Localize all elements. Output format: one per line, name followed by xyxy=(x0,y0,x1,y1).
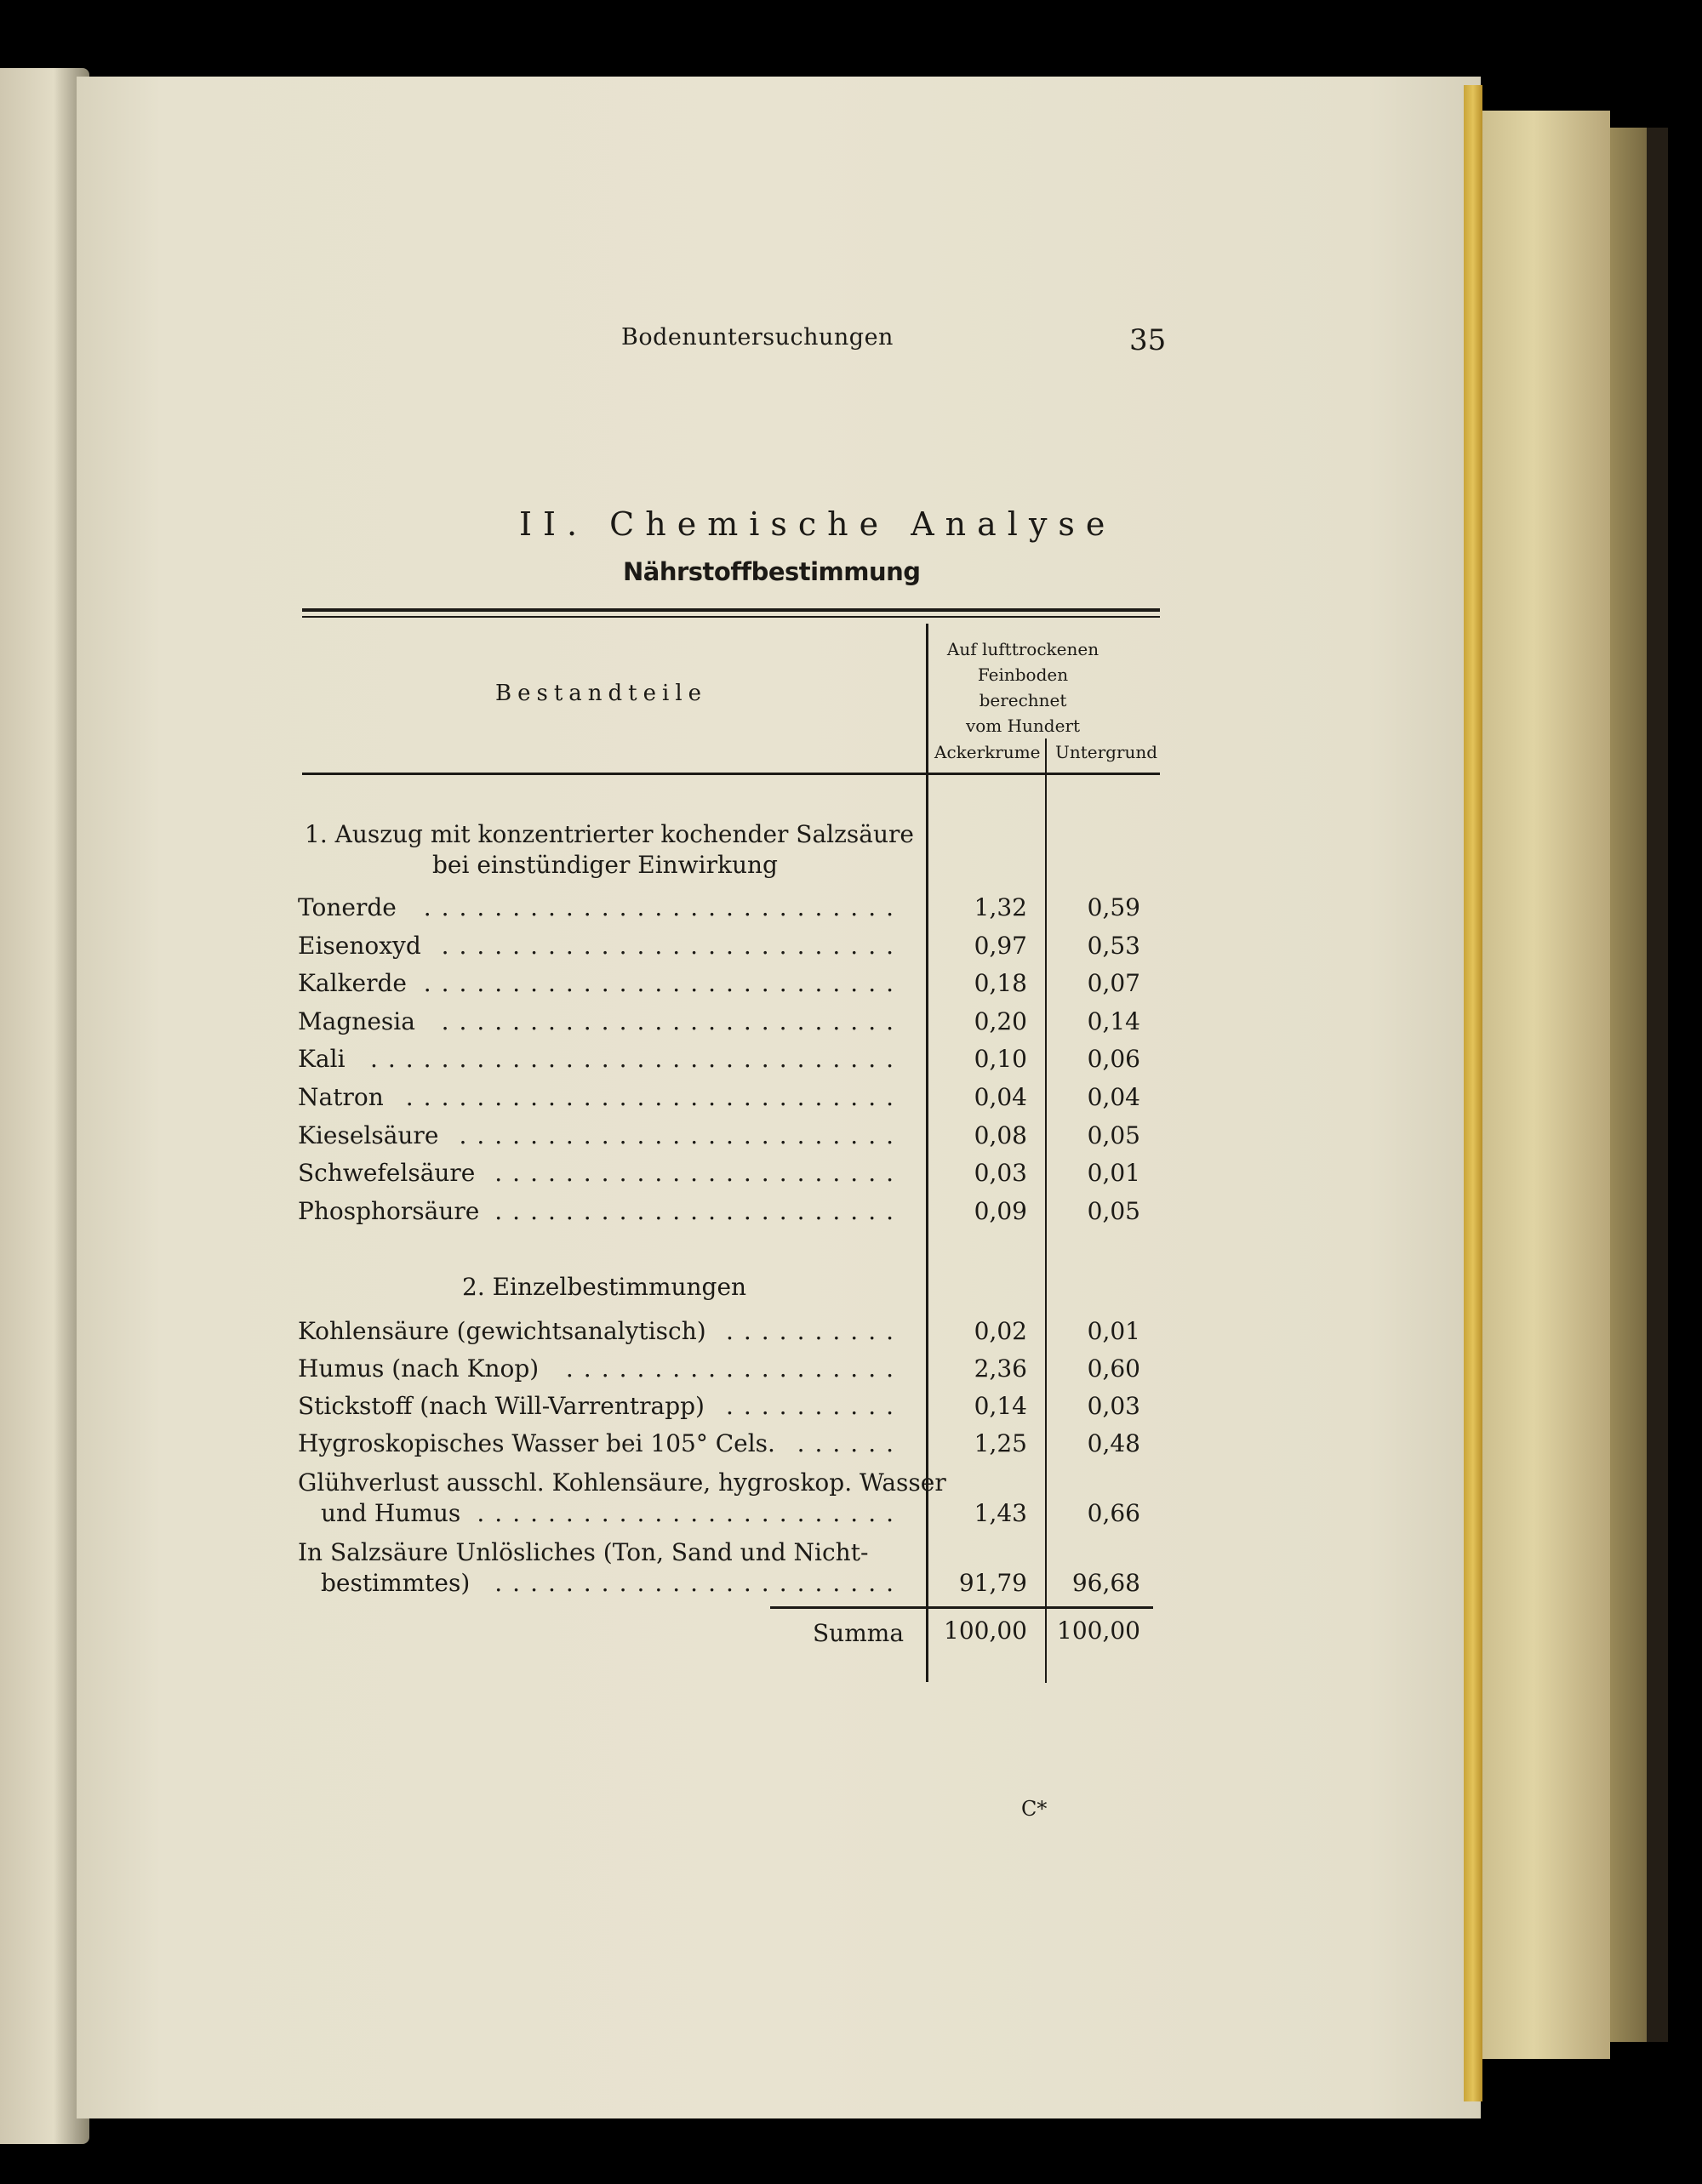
row-label: Phosphorsäure xyxy=(298,1196,480,1225)
table-row xyxy=(298,932,904,966)
table-row-gluehverlust xyxy=(298,1499,904,1533)
table-row xyxy=(298,1392,904,1426)
section-subtitle: Nährstoffbestimmung xyxy=(623,557,921,586)
leader-dots: ............................ xyxy=(405,1083,904,1111)
section-title: II. Chemische Analyse xyxy=(519,505,1117,543)
row-label: Schwefelsäure xyxy=(298,1159,476,1188)
leader-dots: .......... xyxy=(725,1392,904,1420)
column-header-group-line: Feinboden berechnet xyxy=(977,664,1069,710)
gluehverlust-line1: Glühverlust ausschl. Kohlensäure, hygroskop. Wasser xyxy=(298,1468,946,1497)
summa-untergrund: 100,00 xyxy=(1057,1617,1140,1645)
leader-dots: ........................ xyxy=(477,1499,904,1527)
row-label: Tonerde xyxy=(298,893,397,921)
cell-ackerkrume: 1,25 xyxy=(974,1429,1027,1457)
cell-ackerkrume: 91,79 xyxy=(958,1569,1027,1597)
cell-untergrund: 0,01 xyxy=(1087,1159,1140,1188)
row-label: Kieselsäure xyxy=(298,1121,439,1149)
cell-ackerkrume: 0,02 xyxy=(974,1317,1027,1345)
header-bottom-rule xyxy=(302,773,1160,775)
leader-dots: ......................... xyxy=(459,1121,904,1149)
leader-dots: ....................... xyxy=(494,1159,904,1188)
row-label: Magnesia xyxy=(298,1006,415,1035)
table-row xyxy=(298,1159,904,1193)
row-label: Kohlensäure (gewichtsanalytisch) xyxy=(298,1317,706,1345)
table-row xyxy=(298,893,904,927)
table-row xyxy=(298,1121,904,1155)
row-label: Eisenoxyd xyxy=(298,931,421,960)
section2-title: 2. Einzelbestimmungen xyxy=(462,1273,747,1301)
cell-ackerkrume: 1,32 xyxy=(974,893,1027,921)
cell-untergrund: 0,03 xyxy=(1087,1392,1140,1420)
leader-dots: ....................... xyxy=(494,1569,904,1597)
cell-ackerkrume: 0,10 xyxy=(974,1045,1027,1074)
cell-untergrund: 0,04 xyxy=(1087,1083,1140,1111)
section1-title-line1: 1. Auszug mit konzentrierter kochender Salzsäure xyxy=(305,820,914,848)
leader-dots: ........................... xyxy=(423,893,904,921)
leader-dots: .......... xyxy=(725,1317,904,1345)
cell-untergrund: 0,07 xyxy=(1087,969,1140,998)
cell-untergrund: 0,05 xyxy=(1087,1121,1140,1149)
table-row xyxy=(298,1083,904,1117)
row-label: Kalkerde xyxy=(298,969,407,998)
summa-rule xyxy=(770,1606,1153,1609)
column-divider-main xyxy=(926,624,928,1682)
summa-label: Summa xyxy=(813,1619,905,1647)
table-top-rule-thin xyxy=(302,616,1160,618)
column-divider-sub xyxy=(1045,738,1047,1683)
unloesliches-line1: In Salzsäure Unlösliches (Ton, Sand und Nicht- xyxy=(298,1538,869,1566)
cell-ackerkrume: 0,08 xyxy=(974,1121,1027,1149)
cell-untergrund: 0,59 xyxy=(1087,893,1140,921)
row-label: und Humus xyxy=(321,1499,461,1527)
cell-ackerkrume: 0,03 xyxy=(974,1159,1027,1188)
row-label: Hygroskopisches Wasser bei 105° Cels. xyxy=(298,1429,775,1457)
table-row-unloesliches xyxy=(298,1569,904,1603)
cell-ackerkrume: 0,14 xyxy=(974,1392,1027,1420)
table-row xyxy=(298,1429,904,1463)
leader-dots: ...... xyxy=(797,1429,904,1457)
table-row xyxy=(298,1354,904,1389)
column-header-group-line: Auf lufttrockenen xyxy=(946,639,1099,659)
cell-ackerkrume: 0,18 xyxy=(974,969,1027,998)
row-label: Kali xyxy=(298,1045,346,1074)
cell-untergrund: 0,48 xyxy=(1087,1429,1140,1457)
column-header-ackerkrume: Ackerkrume xyxy=(934,742,1041,762)
page-number: 35 xyxy=(1129,323,1167,357)
cell-untergrund: 0,66 xyxy=(1087,1499,1140,1527)
row-label: Stickstoff (nach Will-Varrentrapp) xyxy=(298,1392,705,1420)
leader-dots: ....................... xyxy=(494,1196,904,1225)
cell-ackerkrume: 0,09 xyxy=(974,1196,1027,1225)
table-row xyxy=(298,1317,904,1351)
column-header-untergrund: Untergrund xyxy=(1055,742,1158,762)
cell-untergrund: 0,05 xyxy=(1087,1196,1140,1225)
column-header-bestandteile: Bestandteile xyxy=(495,681,708,706)
cell-untergrund: 0,14 xyxy=(1087,1006,1140,1035)
leader-dots: .......................... xyxy=(441,931,904,960)
book-cover xyxy=(1647,128,1668,2042)
column-header-group xyxy=(938,636,1108,738)
table-row xyxy=(298,1197,904,1231)
cell-ackerkrume: 1,43 xyxy=(974,1499,1027,1527)
table-row xyxy=(298,1007,904,1041)
cell-untergrund: 0,53 xyxy=(1087,931,1140,960)
gilt-page-edge xyxy=(1464,85,1482,2101)
cell-ackerkrume: 2,36 xyxy=(974,1354,1027,1383)
summa-ackerkrume: 100,00 xyxy=(944,1617,1027,1645)
book-block xyxy=(1482,111,1610,2059)
cell-ackerkrume: 0,04 xyxy=(974,1083,1027,1111)
row-label: Humus (nach Knop) xyxy=(298,1354,540,1383)
cell-untergrund: 96,68 xyxy=(1071,1569,1140,1597)
table-top-rule-thick xyxy=(302,608,1160,612)
leader-dots: .......................... xyxy=(441,1006,904,1035)
printer-signature: C* xyxy=(1021,1797,1048,1821)
cell-untergrund: 0,60 xyxy=(1087,1354,1140,1383)
cell-ackerkrume: 0,20 xyxy=(974,1006,1027,1035)
table-row xyxy=(298,969,904,1003)
cell-ackerkrume: 0,97 xyxy=(974,931,1027,960)
running-head: Bodenuntersuchungen xyxy=(621,324,894,351)
cell-untergrund: 0,01 xyxy=(1087,1317,1140,1345)
row-label: Natron xyxy=(298,1083,384,1111)
leader-dots: .............................. xyxy=(369,1045,904,1074)
column-header-group-line: vom Hundert xyxy=(965,716,1081,736)
table-row xyxy=(298,1045,904,1079)
section1-title-line2: bei einstündiger Einwirkung xyxy=(432,851,778,879)
leader-dots: ................... xyxy=(565,1354,904,1383)
row-label: bestimmtes) xyxy=(321,1569,471,1597)
cell-untergrund: 0,06 xyxy=(1087,1045,1140,1074)
leader-dots: ........................... xyxy=(423,969,904,998)
